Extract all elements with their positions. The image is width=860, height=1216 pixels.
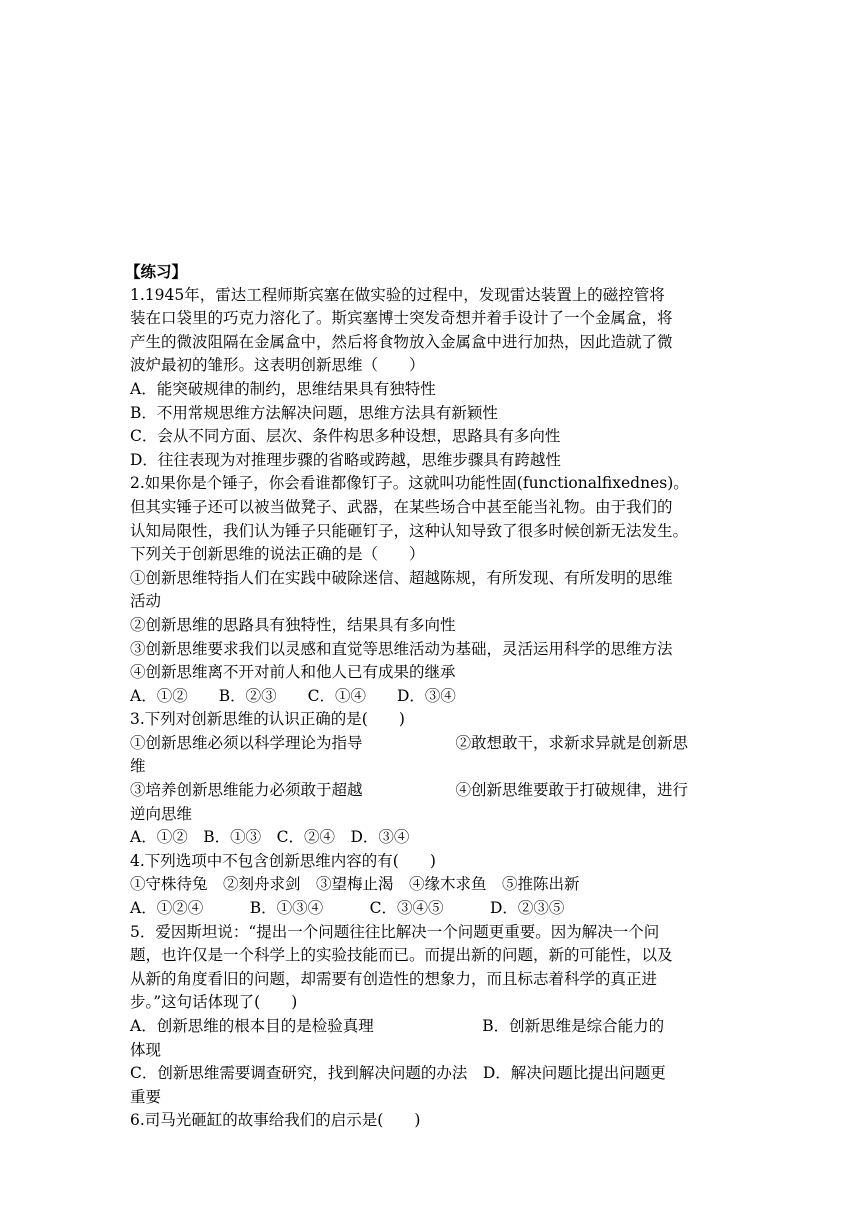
text-line: A．能突破规律的制约，思维结果具有独特性 <box>130 379 436 398</box>
text-line: D．往往表现为对推理步骤的省略或跨越，思维步骤具有跨越性 <box>130 450 561 469</box>
text-line: B．不用常规思维方法解决问题，思维方法具有新颖性 <box>130 403 498 422</box>
text-line: ③创新思维要求我们以灵感和直觉等思维活动为基础，灵活运用科学的思维方法 <box>130 639 673 658</box>
text-line: 题，也许仅是一个科学上的实验技能而已。而提出新的问题，新的可能性，以及 <box>130 946 673 965</box>
text-line: ①创新思维特指人们在实践中破除迷信、超越陈规，有所发现、有所发明的思维 <box>130 568 673 587</box>
text-line: 体现 <box>130 1040 162 1059</box>
exercise-text <box>130 284 730 1133</box>
text-line: A．①② B．②③ C．①④ D．③④ <box>130 686 456 705</box>
text-line: 逆向思维 <box>130 804 193 823</box>
text-line: ④创新思维离不开对前人和他人已有成果的继承 <box>130 663 456 682</box>
exercise-section <box>125 260 730 1133</box>
text-line: ②创新思维的思路具有独特性，结果具有多向性 <box>130 615 456 634</box>
text-line: 但其实锤子还可以被当做凳子、武器，在某些场合中甚至能当礼物。由于我们的 <box>130 497 673 516</box>
text-line: 从新的角度看旧的问题，却需要有创造性的想象力，而且标志着科学的真正进 <box>130 969 658 988</box>
text-line: 认知局限性，我们认为锤子只能砸钉子，这种认知导致了很多时候创新无法发生。 <box>130 521 689 540</box>
text-line: 2.如果你是个锤子，你会看谁都像钉子。这就叫功能性固(functionalfixednes)。 <box>130 474 689 493</box>
text-line: 5．爱因斯坦说：“提出一个问题往往比解决一个问题更重要。因为解决一个问 <box>130 922 660 941</box>
text-line: ③培养创新思维能力必须敢于超越 ④创新思维要敢于打破规律，进行 <box>130 781 689 800</box>
text-line: 维 <box>130 757 146 776</box>
section-title: 【练习】 <box>125 262 188 281</box>
text-line: 装在口袋里的巧克力溶化了。斯宾塞博士突发奇想并着手设计了一个金属盒，将 <box>130 309 673 328</box>
text-line: C．创新思维需要调查研究，找到解决问题的办法 D．解决问题比提出问题更 <box>130 1064 666 1083</box>
text-line: 3.下列对创新思维的认识正确的是( ) <box>130 710 405 729</box>
text-line: 4.下列选项中不包含创新思维内容的有( ) <box>130 851 436 870</box>
text-line: 活动 <box>130 592 162 611</box>
text-line: C．会从不同方面、层次、条件构思多种设想，思路具有多向性 <box>130 427 561 446</box>
text-line: 1.1945年，雷达工程师斯宾塞在做实验的过程中，发现雷达装置上的磁控管将 <box>130 285 665 304</box>
text-line: 波炉最初的雏形。这表明创新思维（ ） <box>130 356 425 375</box>
text-line: 步。”这句话体现了( ) <box>130 993 298 1012</box>
text-line: A．①②④ B．①③④ C．③④⑤ D．②③⑤ <box>130 899 565 918</box>
text-line: ①守株待兔 ②刻舟求剑 ③望梅止渴 ④缘木求鱼 ⑤推陈出新 <box>130 875 580 894</box>
text-line: ①创新思维必须以科学理论为指导 ②敢想敢干，求新求异就是创新思 <box>130 733 689 752</box>
text-line: 下列关于创新思维的说法正确的是（ ） <box>130 545 425 564</box>
text-line: A．①② B．①③ C．②④ D．③④ <box>130 828 410 847</box>
text-line: 产生的微波阻隔在金属盒中，然后将食物放入金属盒中进行加热，因此造就了微 <box>130 332 673 351</box>
text-line: 重要 <box>130 1087 162 1106</box>
text-line: 6.司马光砸缸的故事给我们的启示是( ) <box>130 1111 421 1130</box>
text-line: A．创新思维的根本目的是检验真理 B．创新思维是综合能力的 <box>130 1017 665 1035</box>
